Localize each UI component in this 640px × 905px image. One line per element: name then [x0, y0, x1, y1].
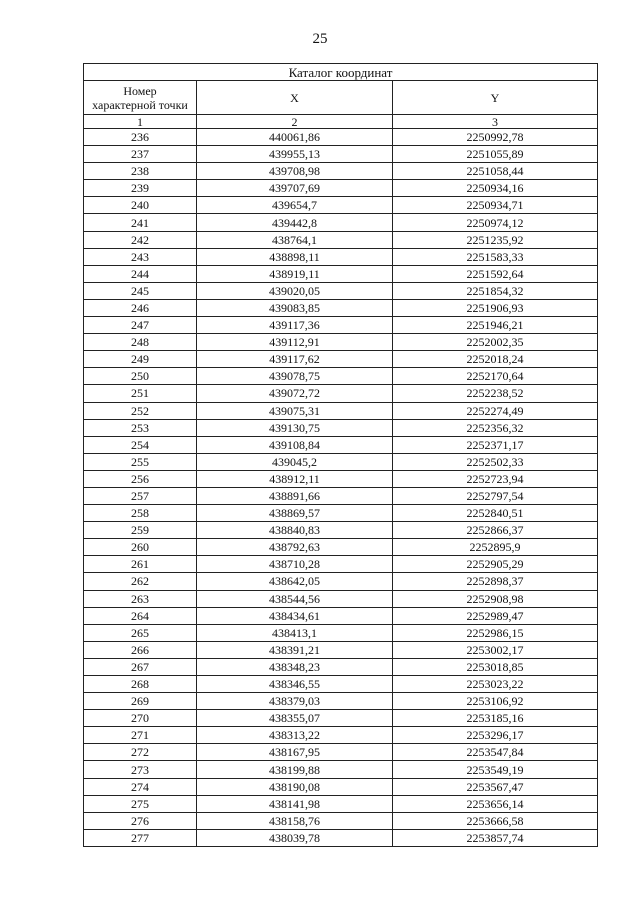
table-row	[84, 761, 598, 778]
y-coordinate-cell: 2252723,94	[393, 470, 598, 487]
table-row	[84, 522, 598, 539]
x-coordinate-cell: 438710,28	[197, 556, 393, 573]
table-row	[84, 624, 598, 641]
point-number-cell: 242	[84, 231, 197, 248]
y-coordinate-cell: 2252238,52	[393, 385, 598, 402]
table-row	[84, 317, 598, 334]
table-row	[84, 590, 598, 607]
point-number-header-line1: Номер	[123, 83, 157, 98]
point-number-cell: 236	[84, 129, 197, 146]
x-coordinate-cell: 439045,2	[197, 453, 393, 470]
point-number-cell: 251	[84, 385, 197, 402]
point-number-cell: 245	[84, 282, 197, 299]
table-row	[84, 795, 598, 812]
table-caption: Каталог координат	[84, 64, 598, 81]
x-coordinate-cell: 438898,11	[197, 248, 393, 265]
y-coordinate-cell: 2252986,15	[393, 624, 598, 641]
table-row	[84, 453, 598, 470]
table-row	[84, 163, 598, 180]
y-coordinate-cell: 2251854,32	[393, 282, 598, 299]
point-number-cell: 259	[84, 522, 197, 539]
x-coordinate-cell: 438869,57	[197, 505, 393, 522]
table-row	[84, 231, 598, 248]
y-coordinate-cell: 2253002,17	[393, 641, 598, 658]
table-row	[84, 265, 598, 282]
y-coordinate-cell: 2253106,92	[393, 693, 598, 710]
table-row	[84, 744, 598, 761]
x-coordinate-cell: 439072,72	[197, 385, 393, 402]
y-coordinate-cell: 2252371,17	[393, 436, 598, 453]
table-row	[84, 470, 598, 487]
x-coordinate-cell: 439654,7	[197, 197, 393, 214]
column-index-3: 3	[393, 115, 598, 129]
x-coordinate-cell: 438919,11	[197, 265, 393, 282]
point-number-cell: 261	[84, 556, 197, 573]
x-header: X	[197, 81, 393, 115]
point-number-cell: 239	[84, 180, 197, 197]
point-number-cell: 267	[84, 658, 197, 675]
table-row	[84, 658, 598, 675]
point-number-cell: 277	[84, 829, 197, 846]
x-coordinate-cell: 438348,23	[197, 658, 393, 675]
y-coordinate-cell: 2251235,92	[393, 231, 598, 248]
x-coordinate-cell: 438141,98	[197, 795, 393, 812]
x-coordinate-cell: 438039,78	[197, 829, 393, 846]
x-coordinate-cell: 439130,75	[197, 419, 393, 436]
table-body	[84, 129, 598, 847]
x-coordinate-cell: 438413,1	[197, 624, 393, 641]
column-index-1: 1	[84, 115, 197, 129]
table-row	[84, 573, 598, 590]
x-coordinate-cell: 438199,88	[197, 761, 393, 778]
point-number-cell: 270	[84, 710, 197, 727]
point-number-cell: 266	[84, 641, 197, 658]
y-coordinate-cell: 2250992,78	[393, 129, 598, 146]
y-coordinate-cell: 2252274,49	[393, 402, 598, 419]
x-coordinate-cell: 439955,13	[197, 146, 393, 163]
table-row	[84, 146, 598, 163]
table-row	[84, 641, 598, 658]
point-number-cell: 269	[84, 693, 197, 710]
point-number-cell: 237	[84, 146, 197, 163]
point-number-header	[84, 81, 197, 115]
point-number-cell: 248	[84, 334, 197, 351]
x-coordinate-cell: 439708,98	[197, 163, 393, 180]
point-number-cell: 256	[84, 470, 197, 487]
table-row	[84, 539, 598, 556]
x-coordinate-cell: 438891,66	[197, 487, 393, 504]
point-number-cell: 268	[84, 676, 197, 693]
y-coordinate-cell: 2250974,12	[393, 214, 598, 231]
table-row	[84, 812, 598, 829]
x-coordinate-cell: 439108,84	[197, 436, 393, 453]
y-coordinate-cell: 2250934,71	[393, 197, 598, 214]
table-row	[84, 334, 598, 351]
point-number-cell: 243	[84, 248, 197, 265]
table-row	[84, 487, 598, 504]
point-number-cell: 258	[84, 505, 197, 522]
point-number-cell: 250	[84, 368, 197, 385]
column-index-2: 2	[197, 115, 393, 129]
y-coordinate-cell: 2253296,17	[393, 727, 598, 744]
x-coordinate-cell: 439083,85	[197, 299, 393, 316]
table-row	[84, 727, 598, 744]
x-coordinate-cell: 438190,08	[197, 778, 393, 795]
point-number-cell: 255	[84, 453, 197, 470]
y-coordinate-cell: 2251906,93	[393, 299, 598, 316]
point-number-cell: 253	[84, 419, 197, 436]
y-coordinate-cell: 2251058,44	[393, 163, 598, 180]
y-coordinate-cell: 2251055,89	[393, 146, 598, 163]
x-coordinate-cell: 438158,76	[197, 812, 393, 829]
y-coordinate-cell: 2252866,37	[393, 522, 598, 539]
table-row	[84, 607, 598, 624]
y-coordinate-cell: 2252170,64	[393, 368, 598, 385]
point-number-cell: 264	[84, 607, 197, 624]
table-row	[84, 710, 598, 727]
y-coordinate-cell: 2252356,32	[393, 419, 598, 436]
x-coordinate-cell: 438379,03	[197, 693, 393, 710]
x-coordinate-cell: 439078,75	[197, 368, 393, 385]
y-coordinate-cell: 2252797,54	[393, 487, 598, 504]
table-row	[84, 693, 598, 710]
y-coordinate-cell: 2250934,16	[393, 180, 598, 197]
point-number-cell: 257	[84, 487, 197, 504]
table-row	[84, 419, 598, 436]
point-number-cell: 247	[84, 317, 197, 334]
point-number-cell: 265	[84, 624, 197, 641]
table-row	[84, 180, 598, 197]
table-row	[84, 436, 598, 453]
y-coordinate-cell: 2253185,16	[393, 710, 598, 727]
point-number-cell: 262	[84, 573, 197, 590]
y-coordinate-cell: 2251583,33	[393, 248, 598, 265]
y-coordinate-cell: 2252898,37	[393, 573, 598, 590]
point-number-cell: 273	[84, 761, 197, 778]
table-row	[84, 214, 598, 231]
point-number-cell: 254	[84, 436, 197, 453]
table-row	[84, 505, 598, 522]
y-coordinate-cell: 2252018,24	[393, 351, 598, 368]
x-coordinate-cell: 438840,83	[197, 522, 393, 539]
page-number: 25	[312, 31, 328, 47]
y-coordinate-cell: 2253656,14	[393, 795, 598, 812]
table-row	[84, 351, 598, 368]
x-coordinate-cell: 438346,55	[197, 676, 393, 693]
x-coordinate-cell: 439707,69	[197, 180, 393, 197]
table-row	[84, 829, 598, 846]
table-row	[84, 676, 598, 693]
point-number-cell: 263	[84, 590, 197, 607]
y-coordinate-cell: 2253549,19	[393, 761, 598, 778]
y-coordinate-cell: 2252905,29	[393, 556, 598, 573]
x-coordinate-cell: 438912,11	[197, 470, 393, 487]
x-coordinate-cell: 439442,8	[197, 214, 393, 231]
y-coordinate-cell: 2251946,21	[393, 317, 598, 334]
point-number-cell: 241	[84, 214, 197, 231]
y-coordinate-cell: 2252895,9	[393, 539, 598, 556]
table-row	[84, 197, 598, 214]
y-coordinate-cell: 2253547,84	[393, 744, 598, 761]
y-header: Y	[393, 81, 598, 115]
point-number-cell: 244	[84, 265, 197, 282]
table-row	[84, 778, 598, 795]
y-coordinate-cell: 2252840,51	[393, 505, 598, 522]
point-number-cell: 246	[84, 299, 197, 316]
table-row	[84, 129, 598, 146]
point-number-header-line2: характерной точки	[92, 97, 188, 112]
point-number-cell: 271	[84, 727, 197, 744]
table-row	[84, 385, 598, 402]
y-coordinate-cell: 2253018,85	[393, 658, 598, 675]
x-coordinate-cell: 438355,07	[197, 710, 393, 727]
x-coordinate-cell: 438544,56	[197, 590, 393, 607]
point-number-cell: 276	[84, 812, 197, 829]
table-row	[84, 248, 598, 265]
y-coordinate-cell: 2253857,74	[393, 829, 598, 846]
x-coordinate-cell: 438313,22	[197, 727, 393, 744]
point-number-cell: 240	[84, 197, 197, 214]
y-coordinate-cell: 2252502,33	[393, 453, 598, 470]
x-coordinate-cell: 438391,21	[197, 641, 393, 658]
table-row	[84, 402, 598, 419]
point-number-cell: 272	[84, 744, 197, 761]
x-coordinate-cell: 438434,61	[197, 607, 393, 624]
y-coordinate-cell: 2253666,58	[393, 812, 598, 829]
table-row	[84, 368, 598, 385]
table-row	[84, 282, 598, 299]
x-coordinate-cell: 439117,62	[197, 351, 393, 368]
x-coordinate-cell: 439112,91	[197, 334, 393, 351]
x-coordinate-cell: 438764,1	[197, 231, 393, 248]
x-coordinate-cell: 439117,36	[197, 317, 393, 334]
y-coordinate-cell: 2252908,98	[393, 590, 598, 607]
x-coordinate-cell: 440061,86	[197, 129, 393, 146]
point-number-cell: 249	[84, 351, 197, 368]
y-coordinate-cell: 2253023,22	[393, 676, 598, 693]
x-coordinate-cell: 439075,31	[197, 402, 393, 419]
x-coordinate-cell: 438642,05	[197, 573, 393, 590]
x-coordinate-cell: 439020,05	[197, 282, 393, 299]
y-coordinate-cell: 2253567,47	[393, 778, 598, 795]
point-number-cell: 275	[84, 795, 197, 812]
point-number-cell: 238	[84, 163, 197, 180]
table-row	[84, 556, 598, 573]
y-coordinate-cell: 2251592,64	[393, 265, 598, 282]
point-number-cell: 274	[84, 778, 197, 795]
x-coordinate-cell: 438167,95	[197, 744, 393, 761]
point-number-cell: 252	[84, 402, 197, 419]
x-coordinate-cell: 438792,63	[197, 539, 393, 556]
point-number-cell: 260	[84, 539, 197, 556]
coordinate-catalog-table	[83, 63, 598, 847]
y-coordinate-cell: 2252989,47	[393, 607, 598, 624]
y-coordinate-cell: 2252002,35	[393, 334, 598, 351]
table-row	[84, 299, 598, 316]
